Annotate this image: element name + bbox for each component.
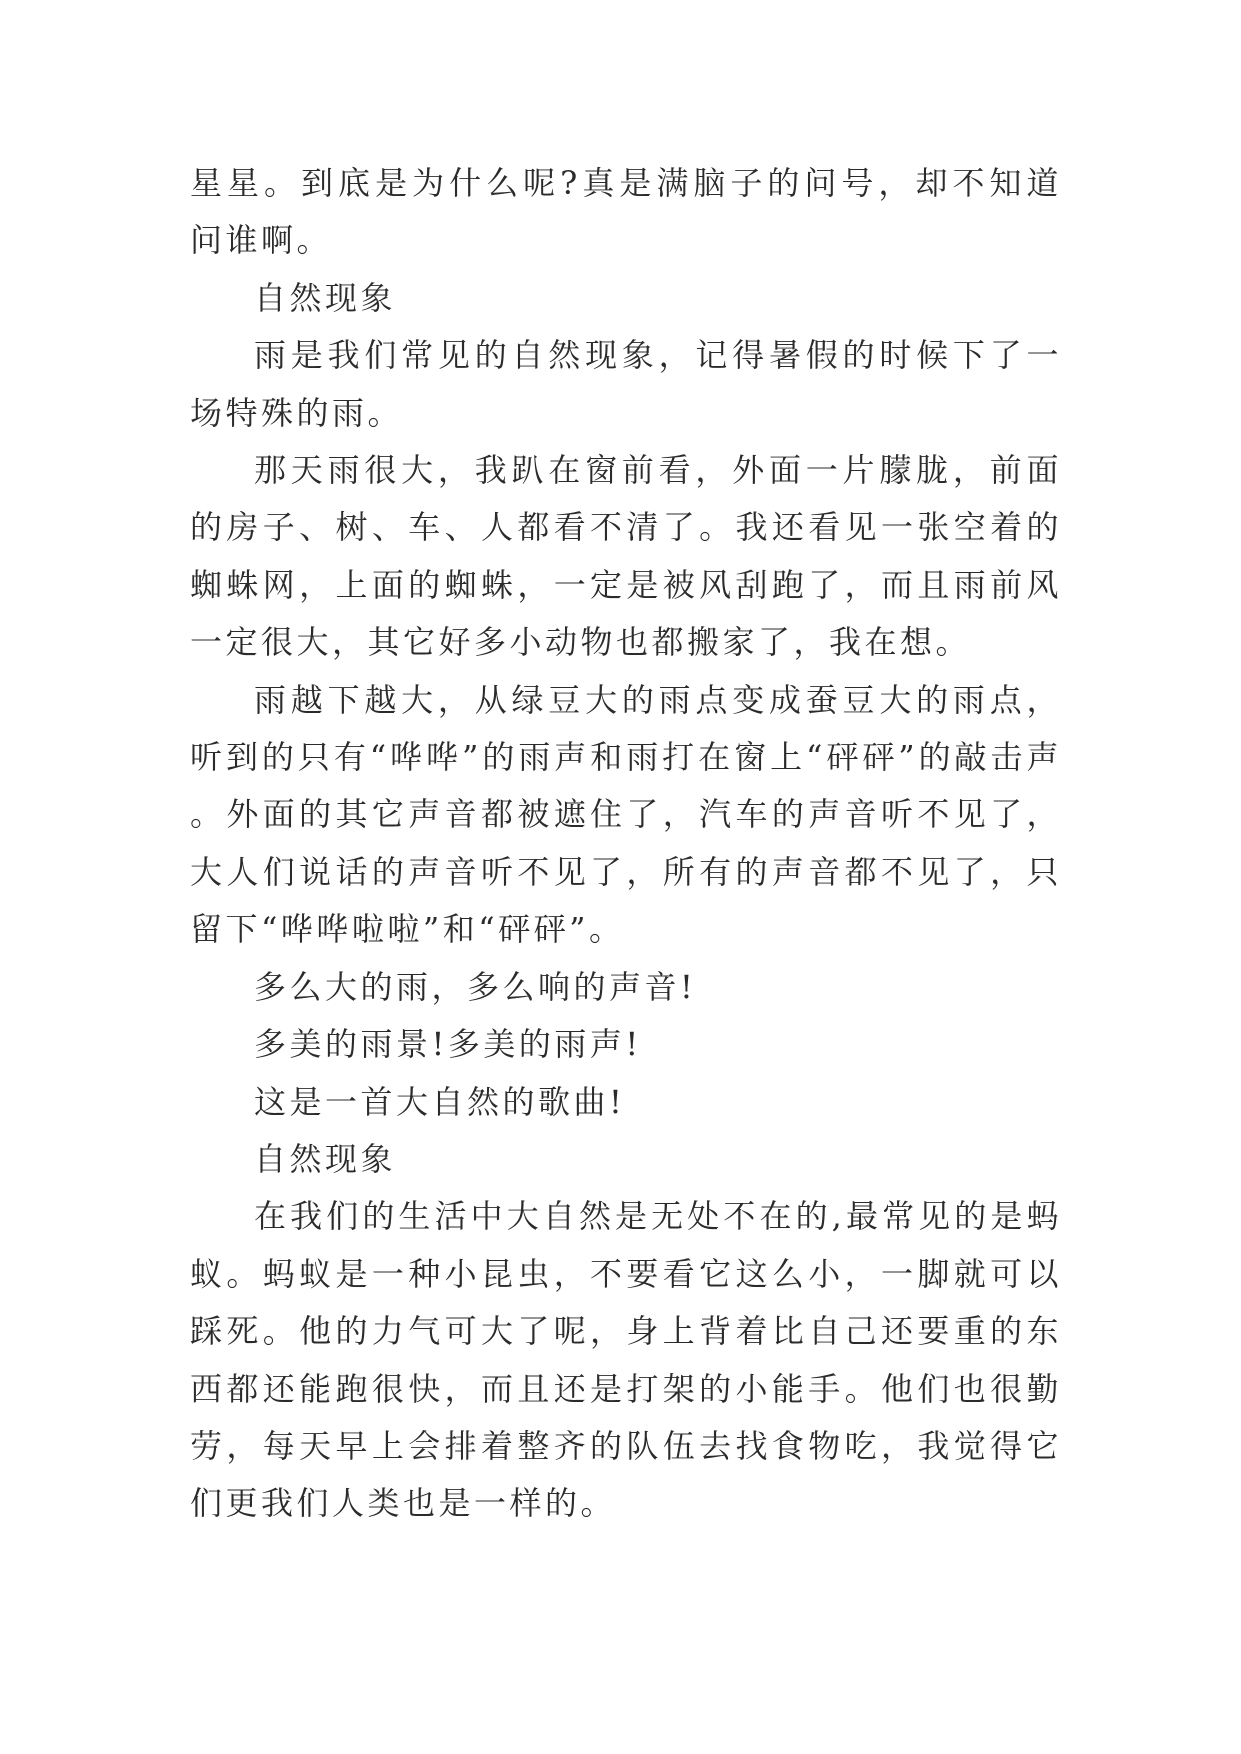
paragraph: 这是一首大自然的歌曲! — [254, 1082, 626, 1121]
paragraph: 雨越下越大，从绿豆大的雨点变成蚕豆大的雨点，听到的只有“哗哗”的雨声和雨打在窗上“砰砰”的敲击声。外面的其它声音都被遮住了，汽车的声音听不见了，大人们说话的声音听不见了，所有的声音都不见了，只留下“哗哗啦啦”和“砰砰”。 — [190, 680, 1062, 949]
paragraph: 那天雨很大，我趴在窗前看，外面一片朦胧，前面的房子、树、车、人都看不清了。我还看见一张空着的蜘蛛网，上面的蜘蛛，一定是被风刮跑了，而且雨前风一定很大，其它好多小动物也都搬家了，我在想。 — [190, 451, 1062, 662]
paragraph: 多么大的雨，多么响的声音! — [254, 967, 697, 1006]
document-body — [190, 155, 1062, 1533]
paragraph-continuation: 星星。到底是为什么呢?真是满脑子的问号，却不知道问谁啊。 — [190, 164, 1062, 260]
paragraph: 多美的雨景!多美的雨声! — [254, 1025, 642, 1064]
section-heading: 自然现象 — [254, 278, 397, 317]
paragraph: 雨是我们常见的自然现象，记得暑假的时候下了一场特殊的雨。 — [190, 336, 1062, 432]
paragraph: 在我们的生活中大自然是无处不在的,最常见的是蚂蚁。蚂蚁是一种小昆虫，不要看它这么小，一脚就可以踩死。他的力气可大了呢，身上背着比自己还要重的东西都还能跑很快，而且还是打架的小能手。他们也很勤劳，每天早上会排着整齐的队伍去找食物吃，我觉得它们更我们人类也是一样的。 — [190, 1197, 1062, 1523]
section-heading: 自然现象 — [254, 1139, 397, 1178]
